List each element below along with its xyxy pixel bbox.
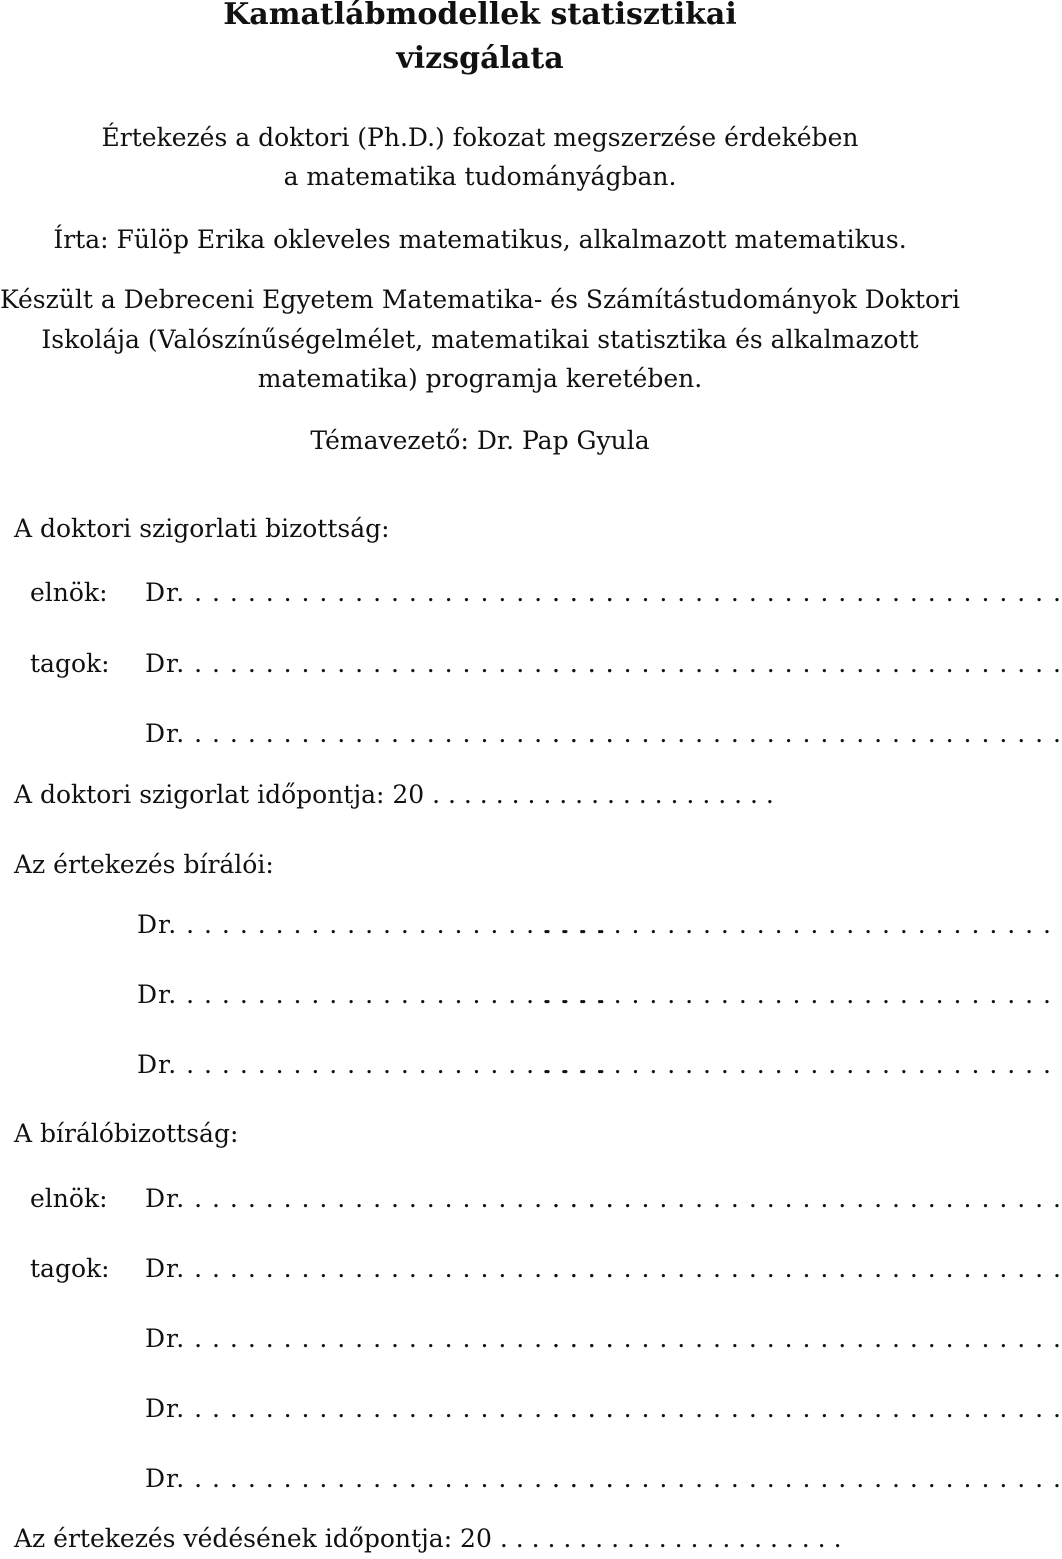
reviewer-row-3-name: Dr. . . . . . . . . . . . . . . . . . . . . . . . .	[137, 1050, 607, 1079]
subtitle-line-1: Értekezés a doktori (Ph.D.) fokozat megszerzése érdekében	[101, 123, 859, 152]
exam-committee-chair-label: elnök:	[30, 578, 108, 607]
exam-committee-row-1-name: Dr. . . . . . . . . . . . . . . . . . . . . . . . .	[145, 578, 615, 607]
institution-line-3: matematika) programja keretében.	[257, 364, 703, 393]
review-committee-row-2-affiliation: . . . . . . . . . . . . . . . . . . . . . . . . . . . . .	[552, 1254, 1062, 1283]
exam-committee-row-2-affiliation: . . . . . . . . . . . . . . . . . . . . . . . . . . . . .	[552, 649, 1062, 678]
subtitle-line-2: a matematika tudományágban.	[283, 162, 677, 191]
review-committee-row-1-name: Dr. . . . . . . . . . . . . . . . . . . . . . . . .	[145, 1184, 615, 1213]
thesis-title-line-1: Kamatlábmodellek statisztikai	[223, 0, 737, 32]
thesis-title-line-2: vizsgálata	[396, 41, 564, 76]
reviewer-row-1-name: Dr. . . . . . . . . . . . . . . . . . . . . . . . .	[137, 910, 607, 939]
review-committee-heading: A bírálóbizottság:	[14, 1119, 239, 1148]
institution-line-2: Iskolája (Valószínűségelmélet, matematikai statisztika és alkalmazott	[41, 325, 919, 354]
reviewer-row-1-affiliation: . . . . . . . . . . . . . . . . . . . . . . . . . . . . .	[542, 910, 1052, 939]
reviewers-heading: Az értekezés bírálói:	[14, 850, 274, 879]
review-committee-row-1-affiliation: . . . . . . . . . . . . . . . . . . . . . . . . . . . . .	[552, 1184, 1062, 1213]
review-committee-members-label: tagok:	[30, 1254, 110, 1283]
institution-line-1: Készült a Debreceni Egyetem Matematika- és Számítástudományok Doktori	[0, 285, 961, 314]
exam-committee-row-1-affiliation: . . . . . . . . . . . . . . . . . . . . . . . . . . . . .	[552, 578, 1062, 607]
review-committee-row-4-affiliation: . . . . . . . . . . . . . . . . . . . . . . . . . . . . .	[552, 1394, 1062, 1423]
review-committee-row-2-name: Dr. . . . . . . . . . . . . . . . . . . . . . . . .	[145, 1254, 615, 1283]
review-committee-row-3-affiliation: . . . . . . . . . . . . . . . . . . . . . . . . . . . . .	[552, 1324, 1062, 1353]
reviewer-row-2-name: Dr. . . . . . . . . . . . . . . . . . . . . . . . .	[137, 980, 607, 1009]
review-committee-row-5-name: Dr. . . . . . . . . . . . . . . . . . . . . . . . .	[145, 1464, 615, 1493]
exam-date-line: A doktori szigorlat időpontja: 20 . . . . . . . . . . . . . . . . . . . . . .	[14, 780, 774, 809]
supervisor-line: Témavezető: Dr. Pap Gyula	[310, 426, 650, 455]
defense-date-line: Az értekezés védésének időpontja: 20 . . . . . . . . . . . . . . . . . . . . . .	[14, 1524, 842, 1553]
exam-committee-heading: A doktori szigorlati bizottság:	[14, 514, 390, 543]
reviewer-row-2-affiliation: . . . . . . . . . . . . . . . . . . . . . . . . . . . . .	[542, 980, 1052, 1009]
review-committee-chair-label: elnök:	[30, 1184, 108, 1213]
review-committee-row-3-name: Dr. . . . . . . . . . . . . . . . . . . . . . . . .	[145, 1324, 615, 1353]
exam-committee-members-label: tagok:	[30, 649, 110, 678]
reviewer-row-3-affiliation: . . . . . . . . . . . . . . . . . . . . . . . . . . . . .	[542, 1050, 1052, 1079]
review-committee-row-4-name: Dr. . . . . . . . . . . . . . . . . . . . . . . . .	[145, 1394, 615, 1423]
exam-committee-row-3-affiliation: . . . . . . . . . . . . . . . . . . . . . . . . . . . . .	[552, 719, 1062, 748]
exam-committee-row-2-name: Dr. . . . . . . . . . . . . . . . . . . . . . . . .	[145, 649, 615, 678]
review-committee-row-5-affiliation: . . . . . . . . . . . . . . . . . . . . . . . . . . . . .	[552, 1464, 1062, 1493]
exam-committee-row-3-name: Dr. . . . . . . . . . . . . . . . . . . . . . . . .	[145, 719, 615, 748]
author-line: Írta: Fülöp Erika okleveles matematikus, alkalmazott matematikus.	[53, 225, 907, 254]
